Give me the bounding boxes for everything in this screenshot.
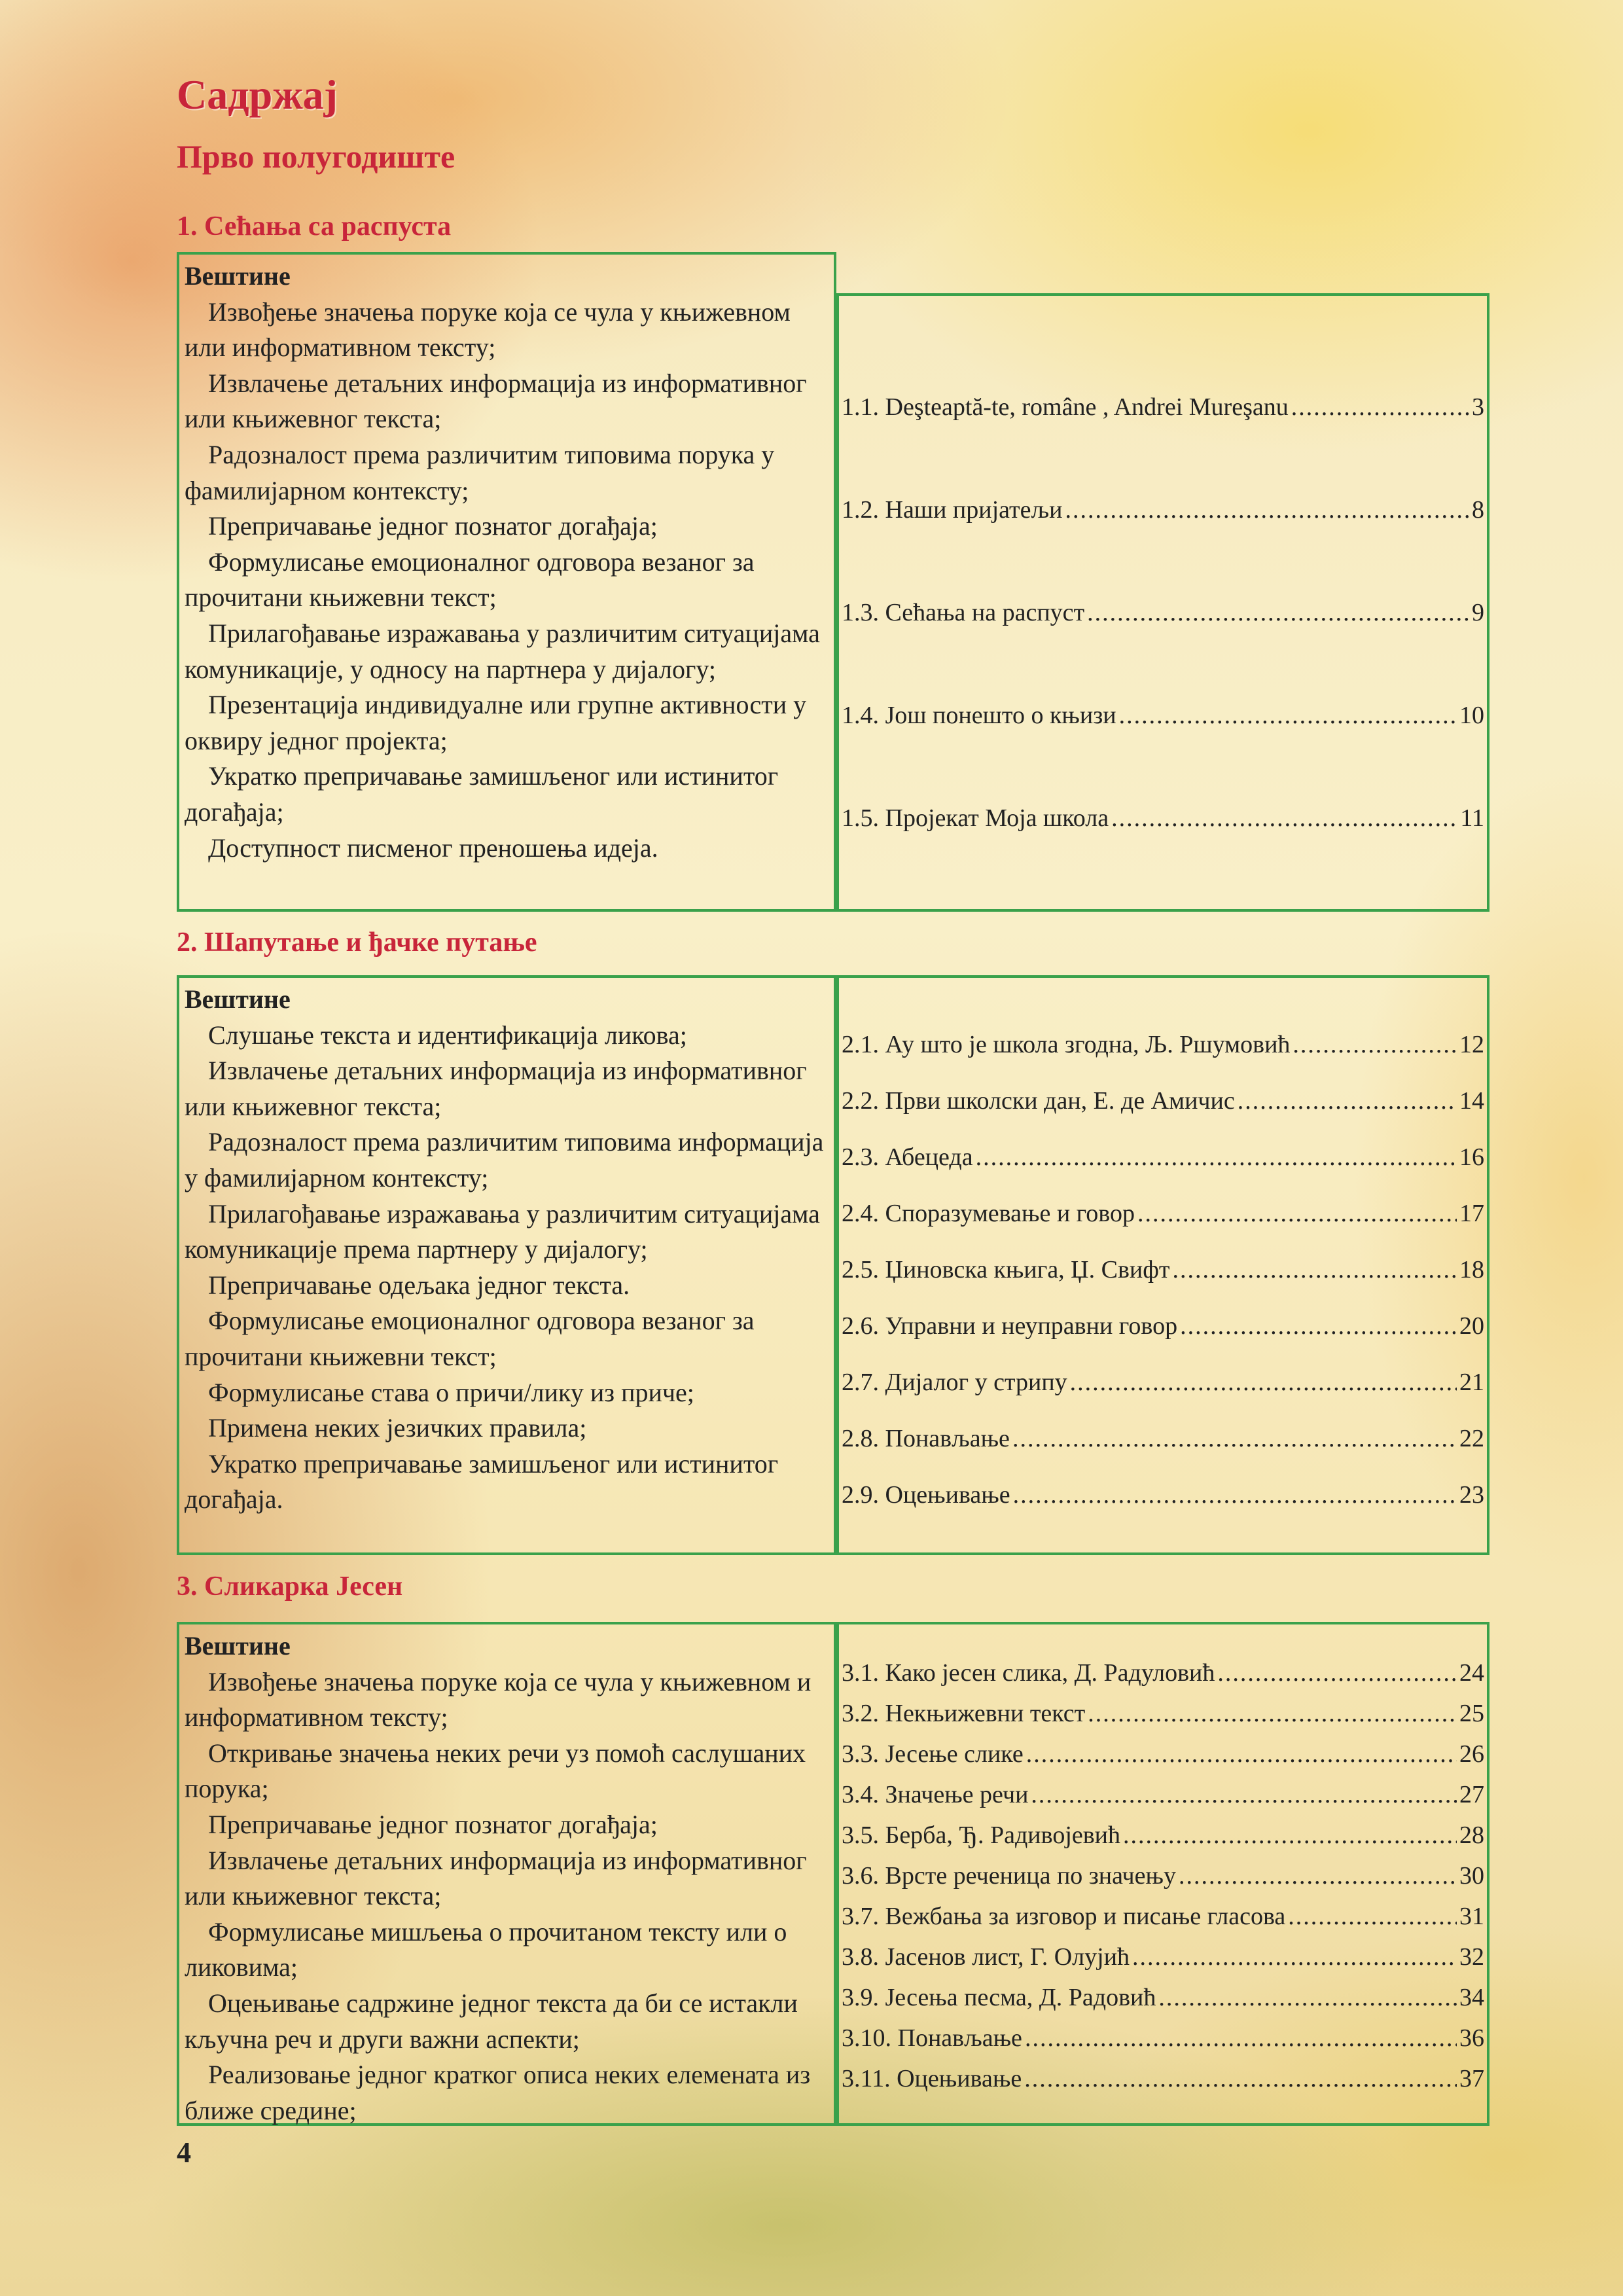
toc-entry[interactable] bbox=[842, 1699, 1484, 1728]
lesson-page: 8 bbox=[1472, 496, 1484, 524]
leader-dots bbox=[1065, 495, 1469, 524]
lesson-page: 34 bbox=[1459, 1984, 1484, 2011]
leader-dots bbox=[1119, 701, 1457, 730]
skill-item: Реализовање једног кратког описа неких елемената из ближе средине; bbox=[185, 2060, 811, 2125]
skill-item: Формулисање става о причи/лику из приче; bbox=[208, 1377, 694, 1407]
leader-dots bbox=[1179, 1861, 1457, 1890]
lesson-title: 3.11. Оцењивање bbox=[842, 2065, 1022, 2092]
lessons-box-2 bbox=[836, 975, 1489, 1555]
skills-heading: Вештине bbox=[185, 1631, 291, 1660]
toc-entry[interactable] bbox=[842, 393, 1484, 422]
lesson-title: 1.4. Још понешто о књизи bbox=[842, 702, 1116, 729]
leader-dots bbox=[1137, 1199, 1457, 1228]
skill-item: Доступност писменог преношења идеја. bbox=[208, 833, 658, 863]
toc-entry[interactable] bbox=[842, 1030, 1484, 1059]
lesson-title: 3.6. Врсте реченица по значењу bbox=[842, 1862, 1176, 1890]
page-title: Садржај bbox=[177, 71, 338, 118]
lesson-title: 1.3. Сећања на распуст bbox=[842, 599, 1085, 626]
leader-dots bbox=[1217, 1659, 1457, 1687]
skills-heading: Вештине bbox=[185, 984, 291, 1014]
lesson-page: 30 bbox=[1459, 1862, 1484, 1890]
skill-item: Радозналост према различитим типовима информација у фамилијарном контексту; bbox=[185, 1127, 824, 1193]
lesson-page: 36 bbox=[1459, 2024, 1484, 2052]
lesson-title: 3.4. Значење речи bbox=[842, 1781, 1029, 1808]
lesson-title: 3.5. Берба, Ђ. Радивојевић bbox=[842, 1821, 1121, 1849]
section-title-1: 1. Сећања са распуста bbox=[177, 211, 452, 242]
lesson-page: 10 bbox=[1459, 702, 1484, 729]
lessons-box-1 bbox=[836, 293, 1489, 912]
toc-entry[interactable] bbox=[842, 1480, 1484, 1509]
skill-item: Препричавање једног познатог догађаја; bbox=[208, 1809, 658, 1839]
lesson-title: 3.3. Јесење слике bbox=[842, 1740, 1024, 1768]
toc-entry[interactable] bbox=[842, 1424, 1484, 1453]
skill-item: Укратко препричавање замишљеног или истинитог догађаја. bbox=[185, 1448, 779, 1515]
lesson-title: 2.8. Понављање bbox=[842, 1425, 1010, 1452]
toc-entry[interactable] bbox=[842, 1199, 1484, 1228]
lesson-title: 3.10. Понављање bbox=[842, 2024, 1022, 2052]
lesson-title: 2.1. Ау што је школа згодна, Љ. Ршумовић bbox=[842, 1031, 1291, 1058]
lesson-page: 23 bbox=[1459, 1481, 1484, 1509]
section-title-2: 2. Шапутање и ђачке путање bbox=[177, 927, 537, 958]
leader-dots bbox=[1238, 1086, 1457, 1115]
skill-item: Презентација индивидуалне или групне активности у оквиру једног пројекта; bbox=[185, 690, 807, 755]
lesson-title: 3.7. Вежбања за изговор и писање гласова bbox=[842, 1903, 1286, 1930]
toc-entry[interactable] bbox=[842, 2064, 1484, 2093]
leader-dots bbox=[1031, 1780, 1457, 1809]
skill-item: Извлачење детаљних информација из информативног или књижевног текста; bbox=[185, 1056, 807, 1121]
leader-dots bbox=[1024, 2064, 1457, 2093]
lesson-title: 3.1. Како јесен слика, Д. Радуловић bbox=[842, 1659, 1215, 1687]
skill-item: Прилагођавање изражавања у различитим ситуацијама комуникације према партнеру у дијалогу; bbox=[185, 1198, 820, 1265]
lesson-page: 22 bbox=[1459, 1425, 1484, 1452]
leader-dots bbox=[1288, 1902, 1457, 1931]
lesson-page: 28 bbox=[1459, 1821, 1484, 1849]
section-title-3: 3. Сликарка Јесен bbox=[177, 1571, 403, 1602]
skills-box-2 bbox=[177, 975, 836, 1555]
lesson-page: 37 bbox=[1459, 2065, 1484, 2092]
skill-item: Формулисање емоционалног одговора везаног за прочитани књижевни текст; bbox=[185, 547, 755, 613]
skill-item: Примена неких језичких правила; bbox=[208, 1413, 587, 1443]
lesson-title: 3.8. Јасенов лист, Г. Олујић bbox=[842, 1943, 1130, 1971]
toc-entry[interactable] bbox=[842, 598, 1484, 627]
lesson-title: 2.6. Управни и неуправни говор bbox=[842, 1312, 1178, 1340]
toc-entry[interactable] bbox=[842, 1780, 1484, 1809]
lesson-title: 2.9. Оцењивање bbox=[842, 1481, 1010, 1509]
leader-dots bbox=[1172, 1255, 1457, 1284]
leader-dots bbox=[1070, 1368, 1457, 1397]
toc-entry[interactable] bbox=[842, 1740, 1484, 1768]
toc-entry[interactable] bbox=[842, 1368, 1484, 1397]
leader-dots bbox=[1025, 2024, 1457, 2053]
toc-entry[interactable] bbox=[842, 1902, 1484, 1931]
toc-entry[interactable] bbox=[842, 1086, 1484, 1115]
leader-dots bbox=[1111, 804, 1457, 833]
lesson-page: 18 bbox=[1459, 1256, 1484, 1283]
toc-entry[interactable] bbox=[842, 1312, 1484, 1340]
lesson-title: 2.2. Први школски дан, Е. де Амичис bbox=[842, 1087, 1235, 1115]
skill-item: Прилагођавање изражавања у различитим ситуацијама комуникације, у односу на партнера у дијалогу; bbox=[185, 618, 820, 684]
skill-item: Формулисање мишљења о прочитаном тексту или о ликовима; bbox=[185, 1916, 787, 1982]
leader-dots bbox=[1088, 1699, 1457, 1728]
skill-item: Извођење значења поруке која се чула у књижевном и информативном тексту; bbox=[185, 1666, 812, 1732]
toc-entry[interactable] bbox=[842, 2024, 1484, 2053]
lesson-title: 1.5. Пројекат Моја школа bbox=[842, 804, 1109, 832]
skills-box-3 bbox=[177, 1622, 836, 2126]
skill-item: Радозналост према различитим типовима порука у фамилијарном контексту; bbox=[185, 439, 775, 505]
semester-title: Прво полугодиште bbox=[177, 138, 455, 175]
lesson-title: 3.9. Јесења песма, Д. Радовић bbox=[842, 1984, 1156, 2011]
lesson-title: 3.2. Некњижевни текст bbox=[842, 1700, 1086, 1727]
toc-entry[interactable] bbox=[842, 1983, 1484, 2012]
toc-entry[interactable] bbox=[842, 1943, 1484, 1971]
lesson-title: 2.3. Абецеда bbox=[842, 1143, 973, 1171]
toc-entry[interactable] bbox=[842, 495, 1484, 524]
skill-item: Извлачење детаљних информација из информативног или књижевног текста; bbox=[185, 1845, 807, 1911]
leader-dots bbox=[1132, 1943, 1457, 1971]
lesson-page: 12 bbox=[1459, 1031, 1484, 1058]
skills-heading: Вештине bbox=[185, 261, 291, 291]
leader-dots bbox=[1180, 1312, 1457, 1340]
leader-dots bbox=[1087, 598, 1469, 627]
lesson-page: 25 bbox=[1459, 1700, 1484, 1727]
lesson-page: 14 bbox=[1459, 1087, 1484, 1115]
skill-item: Препричавање једног познатог догађаја; bbox=[208, 511, 658, 541]
leader-dots bbox=[1012, 1424, 1457, 1453]
skill-item: Извођење значења поруке која се чула у књижевном или информативном тексту; bbox=[185, 296, 791, 363]
toc-entry[interactable] bbox=[842, 804, 1484, 833]
lesson-page: 9 bbox=[1472, 599, 1484, 626]
page-number: 4 bbox=[177, 2136, 191, 2168]
skill-item: Формулисање емоционалног одговора везаног за прочитани књижевни текст; bbox=[185, 1306, 755, 1371]
lesson-page: 26 bbox=[1459, 1740, 1484, 1768]
leader-dots bbox=[1026, 1740, 1457, 1768]
skill-item: Извлачење детаљних информација из информативног или књижевног текста; bbox=[185, 368, 807, 434]
lesson-page: 3 bbox=[1472, 393, 1484, 421]
toc-entry[interactable] bbox=[842, 1821, 1484, 1850]
lesson-title: 1.2. Наши пријатељи bbox=[842, 496, 1063, 524]
lesson-page: 21 bbox=[1459, 1369, 1484, 1396]
leader-dots bbox=[1291, 393, 1469, 422]
skill-item: Слушање текста и идентификација ликова; bbox=[208, 1020, 687, 1050]
toc-entry[interactable] bbox=[842, 701, 1484, 730]
lesson-page: 27 bbox=[1459, 1781, 1484, 1808]
lesson-page: 32 bbox=[1459, 1943, 1484, 1971]
leader-dots bbox=[1123, 1821, 1457, 1850]
lesson-title: 2.5. Џиновска књига, Џ. Свифт bbox=[842, 1256, 1170, 1283]
leader-dots bbox=[1158, 1983, 1457, 2012]
toc-entry[interactable] bbox=[842, 1861, 1484, 1890]
leader-dots bbox=[1013, 1480, 1457, 1509]
skills-box-1 bbox=[177, 252, 836, 912]
lesson-title: 2.7. Дијалог у стрипу bbox=[842, 1369, 1067, 1396]
toc-entry[interactable] bbox=[842, 1659, 1484, 1687]
toc-entry[interactable] bbox=[842, 1255, 1484, 1284]
lessons-box-3 bbox=[836, 1622, 1489, 2126]
leader-dots bbox=[1293, 1030, 1457, 1059]
lesson-page: 31 bbox=[1459, 1903, 1484, 1930]
lesson-title: 1.1. Deşteaptă-te, române , Andrei Mureşanu bbox=[842, 393, 1289, 421]
toc-entry[interactable] bbox=[842, 1143, 1484, 1172]
lesson-page: 24 bbox=[1459, 1659, 1484, 1687]
leader-dots bbox=[976, 1143, 1457, 1172]
lesson-page: 17 bbox=[1459, 1200, 1484, 1227]
skill-item: Укратко препричавање замишљеног или истинитог догађаја; bbox=[185, 761, 779, 827]
lesson-page: 20 bbox=[1459, 1312, 1484, 1340]
skill-item: Препричавање одељака једног текста. bbox=[208, 1270, 630, 1300]
lesson-title: 2.4. Споразумевање и говор bbox=[842, 1200, 1135, 1227]
lesson-page: 16 bbox=[1459, 1143, 1484, 1171]
skill-item: Оцењивање садржине једног текста да би се истакли кључна реч и други важни аспекти; bbox=[185, 1988, 798, 2054]
skill-item: Откривање значења неких речи уз помоћ саслушаних порука; bbox=[185, 1738, 806, 1804]
lesson-page: 11 bbox=[1460, 804, 1484, 832]
